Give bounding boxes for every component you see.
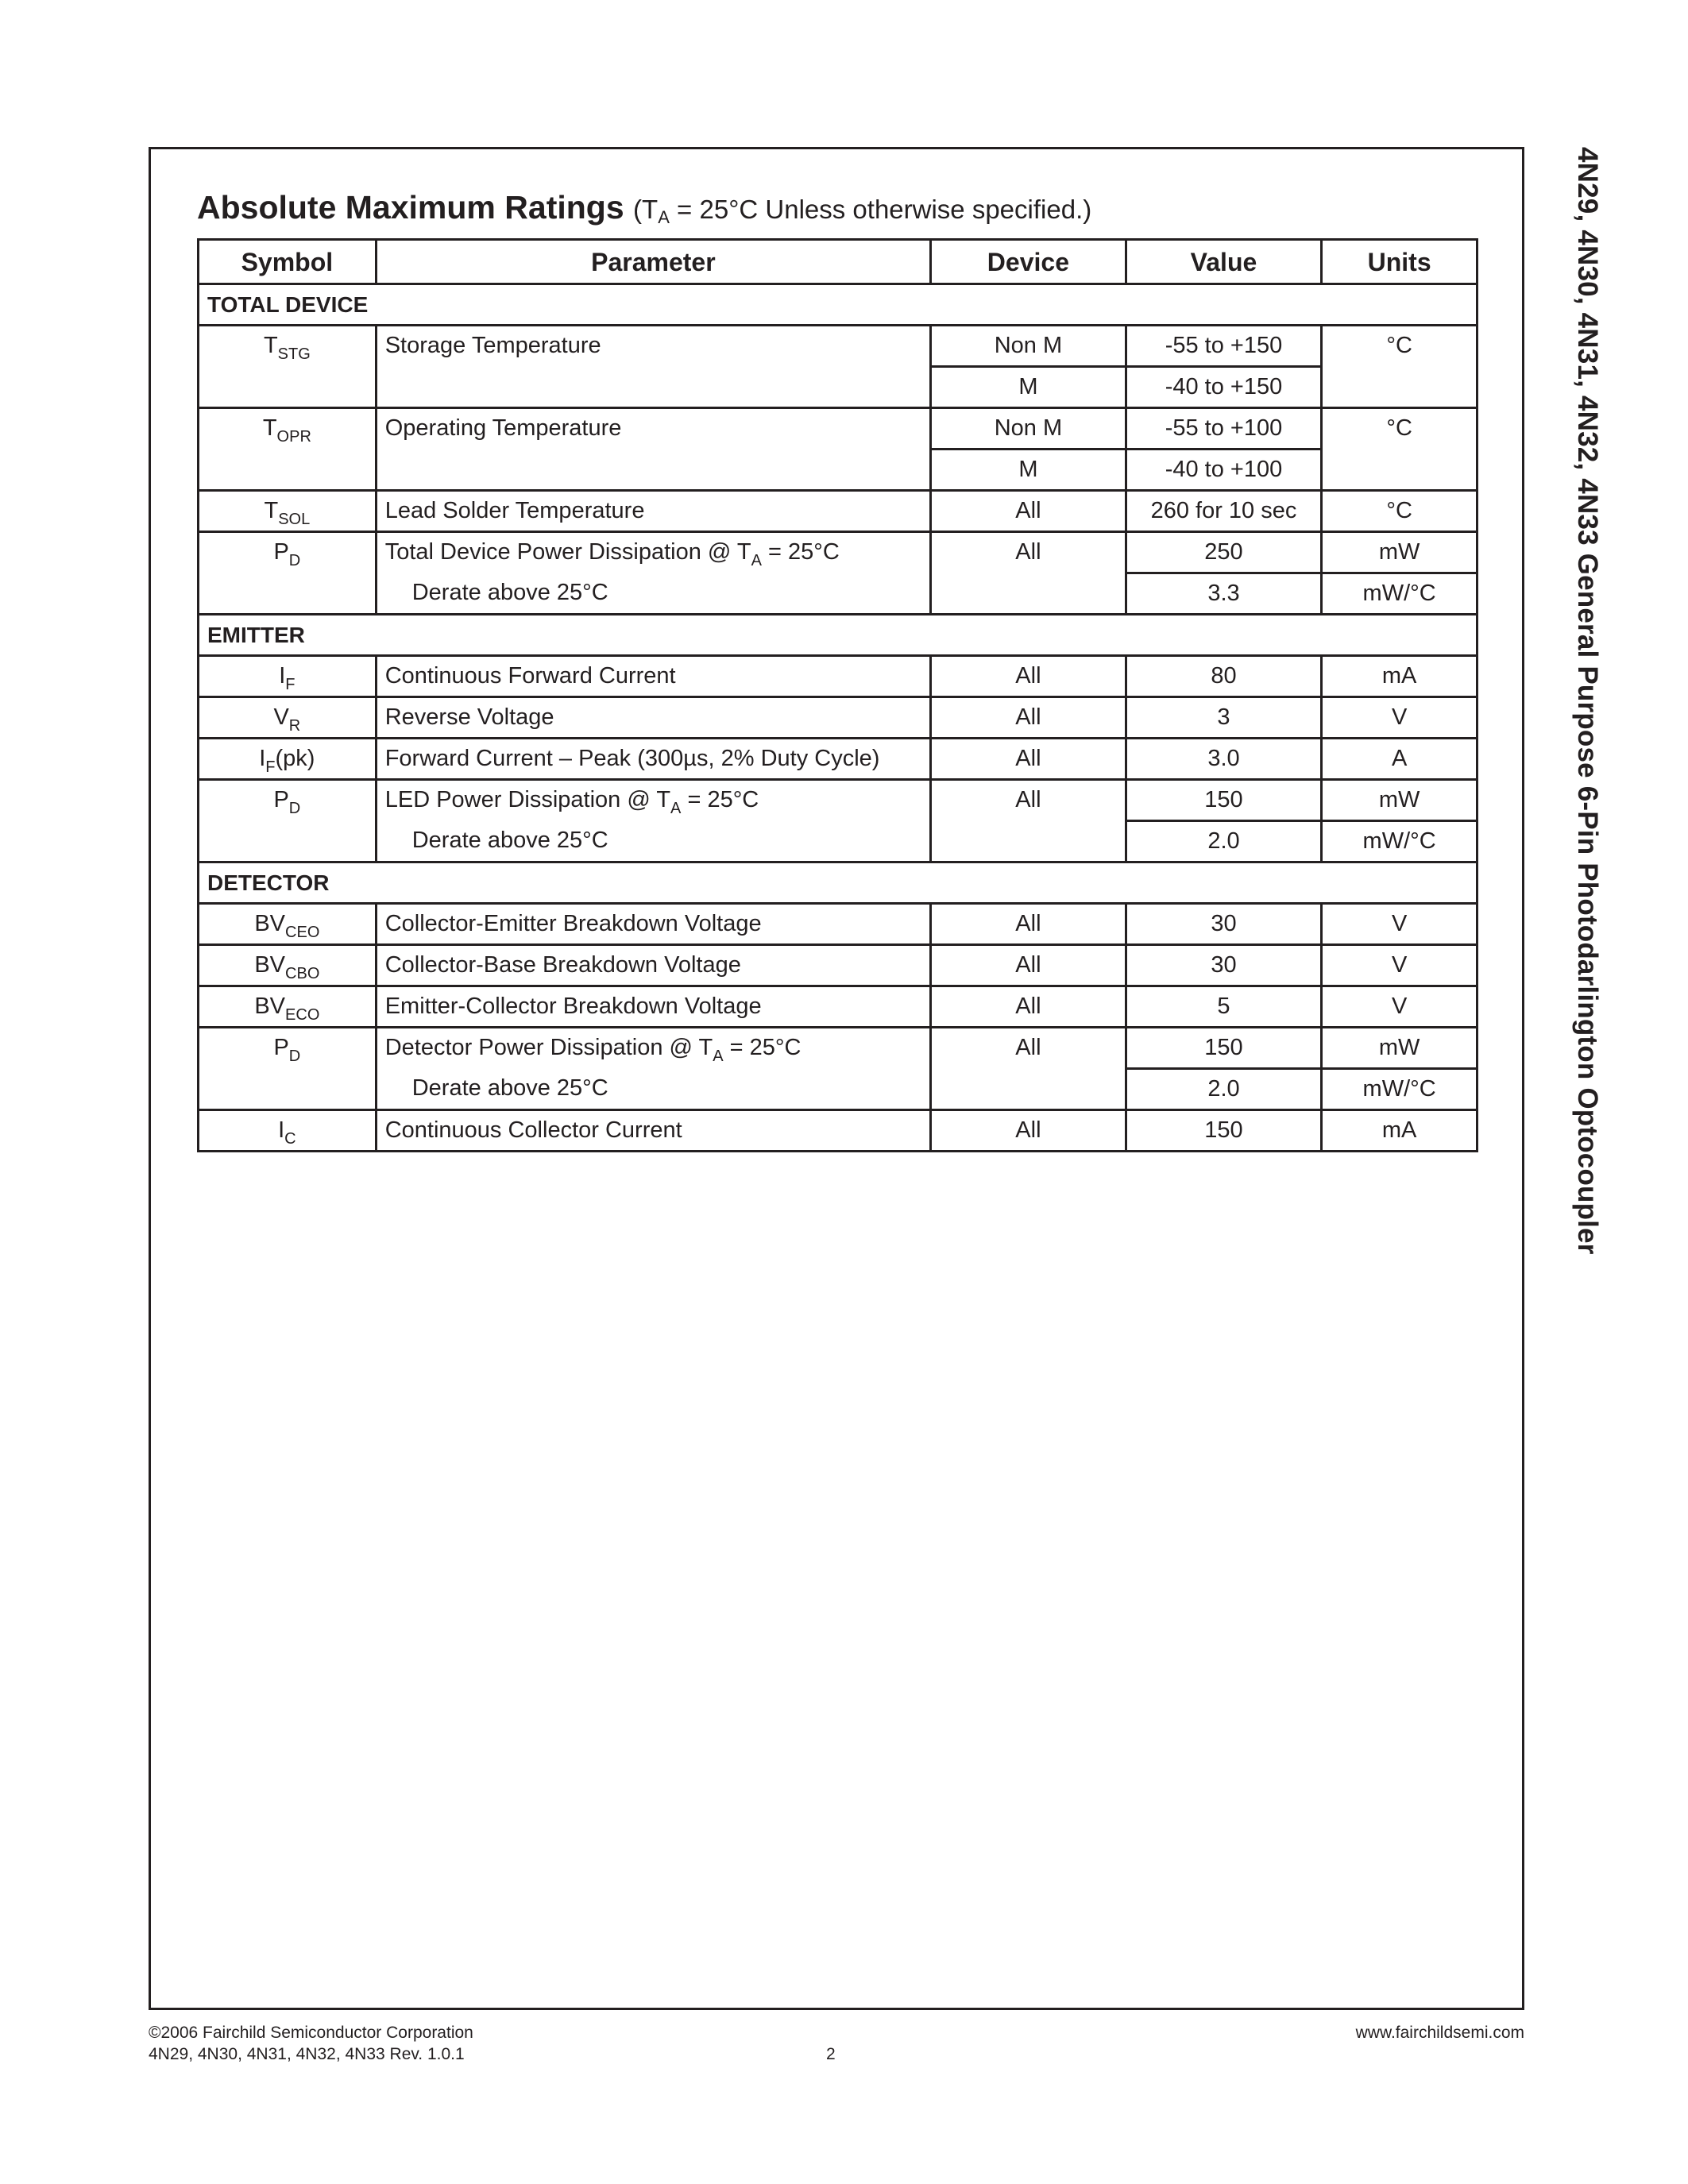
symbol-cell: $BV_{CBO}$ [199, 945, 377, 986]
symbol-cell: $I_F(pk)$ [199, 739, 377, 780]
value-cell: 30 [1126, 945, 1322, 986]
section-row [199, 615, 1477, 656]
value-cell: 30 [1126, 904, 1322, 945]
value-cell: 3.0 [1126, 739, 1322, 780]
footer-left [149, 2022, 473, 2065]
col-header-symbol: Symbol [199, 240, 377, 284]
col-header-device: Device [931, 240, 1126, 284]
units-cell: mA [1322, 656, 1477, 697]
parameter-cell: Derate above 25°C [376, 573, 930, 615]
device-cell: All [931, 780, 1126, 862]
table-row [199, 1069, 1477, 1110]
table-row [199, 1110, 1477, 1152]
device-cell: M [931, 367, 1126, 408]
device-cell: All [931, 1028, 1126, 1110]
footer-page-number: 2 [826, 2045, 836, 2063]
units-cell: mW/°C [1322, 1069, 1477, 1110]
parameter-cell: Derate above 25°C [376, 821, 930, 862]
units-cell: mW [1322, 1028, 1477, 1069]
table-row [199, 1028, 1477, 1069]
parameter-cell: Detector Power Dissipation @ $T_A = 25^\circ C$ [376, 1028, 930, 1069]
table-row [199, 573, 1477, 615]
parameter-cell: LED Power Dissipation @ $T_A = 25^\circ C$ [376, 780, 930, 821]
value-cell: 80 [1126, 656, 1322, 697]
value-cell: 150 [1126, 1110, 1322, 1152]
footer-copyright: ©2006 Fairchild Semiconductor Corporation [149, 2024, 473, 2042]
device-cell: All [931, 697, 1126, 739]
table-header-row [199, 240, 1477, 284]
value-cell: 150 [1126, 780, 1322, 821]
units-cell: mW/°C [1322, 821, 1477, 862]
section-row [199, 284, 1477, 326]
parameter-cell: Continuous Collector Current [376, 1110, 930, 1152]
parameter-cell: Storage Temperature [376, 326, 930, 408]
device-cell: M [931, 450, 1126, 491]
parameter-cell: Emitter-Collector Breakdown Voltage [376, 986, 930, 1028]
symbol-cell: $P_D$ [199, 780, 377, 862]
table-row [199, 780, 1477, 821]
table-row [199, 821, 1477, 862]
table-row [199, 697, 1477, 739]
value-cell: 2.0 [1126, 1069, 1322, 1110]
units-cell: °C [1322, 491, 1477, 532]
device-cell: Non M [931, 408, 1126, 450]
parameter-cell: Continuous Forward Current [376, 656, 930, 697]
section-row [199, 862, 1477, 904]
table-row [199, 326, 1477, 367]
symbol-cell: $BV_{CEO}$ [199, 904, 377, 945]
value-cell: 2.0 [1126, 821, 1322, 862]
table-row [199, 656, 1477, 697]
section-title-total-device: TOTAL DEVICE [199, 284, 1477, 326]
device-cell: All [931, 904, 1126, 945]
units-cell: mW/°C [1322, 573, 1477, 615]
heading-title: Absolute Maximum Ratings [197, 189, 624, 226]
col-header-parameter: Parameter [376, 240, 930, 284]
device-cell: All [931, 945, 1126, 986]
section-heading [197, 189, 1091, 226]
symbol-cell: $T_{OPR}$ [199, 408, 377, 491]
device-cell: All [931, 1110, 1126, 1152]
table-row [199, 739, 1477, 780]
units-cell: V [1322, 986, 1477, 1028]
units-cell: V [1322, 904, 1477, 945]
parameter-cell: Operating Temperature [376, 408, 930, 491]
table-row [199, 945, 1477, 986]
table-row [199, 532, 1477, 573]
footer-website: www.fairchildsemi.com [1355, 2024, 1524, 2042]
side-title-text: 4N29, 4N30, 4N31, 4N32, 4N33 General Purpose 6-Pin Photodarlington Optocoupler [1572, 147, 1603, 1255]
parameter-cell: Forward Current – Peak (300µs, 2% Duty Cycle) [376, 739, 930, 780]
col-header-units: Units [1322, 240, 1477, 284]
side-title [1569, 147, 1605, 1449]
parameter-cell: Collector-Base Breakdown Voltage [376, 945, 930, 986]
units-cell: V [1322, 945, 1477, 986]
value-cell: 150 [1126, 1028, 1322, 1069]
ratings-table [197, 238, 1478, 1152]
device-cell: All [931, 532, 1126, 615]
parameter-cell: Reverse Voltage [376, 697, 930, 739]
value-cell: 260 for 10 sec [1126, 491, 1322, 532]
value-cell: -55 to +150 [1126, 326, 1322, 367]
symbol-cell: $I_C$ [199, 1110, 377, 1152]
units-cell: °C [1322, 326, 1477, 408]
footer-part-rev: 4N29, 4N30, 4N31, 4N32, 4N33 Rev. 1.0.1 [149, 2045, 465, 2063]
units-cell: V [1322, 697, 1477, 739]
value-cell: 250 [1126, 532, 1322, 573]
units-cell: mA [1322, 1110, 1477, 1152]
symbol-cell: $P_D$ [199, 1028, 377, 1110]
symbol-cell: $P_D$ [199, 532, 377, 615]
value-cell: 3.3 [1126, 573, 1322, 615]
table-row [199, 904, 1477, 945]
symbol-cell: $I_F$ [199, 656, 377, 697]
device-cell: All [931, 656, 1126, 697]
value-cell: 3 [1126, 697, 1322, 739]
table-row [199, 491, 1477, 532]
table-row [199, 986, 1477, 1028]
parameter-cell: Derate above 25°C [376, 1069, 930, 1110]
symbol-cell: $V_R$ [199, 697, 377, 739]
parameter-cell: Total Device Power Dissipation @ $T_A = 25^\circ C$ [376, 532, 930, 573]
device-cell: All [931, 491, 1126, 532]
col-header-value: Value [1126, 240, 1322, 284]
symbol-cell: $T_{STG}$ [199, 326, 377, 408]
symbol-cell: $T_{SOL}$ [199, 491, 377, 532]
device-cell: All [931, 739, 1126, 780]
units-cell: °C [1322, 408, 1477, 491]
parameter-cell: Lead Solder Temperature [376, 491, 930, 532]
symbol-cell: $BV_{ECO}$ [199, 986, 377, 1028]
value-cell: -55 to +100 [1126, 408, 1322, 450]
device-cell: Non M [931, 326, 1126, 367]
section-title-emitter: EMITTER [199, 615, 1477, 656]
units-cell: mW [1322, 780, 1477, 821]
units-cell: mW [1322, 532, 1477, 573]
units-cell: A [1322, 739, 1477, 780]
value-cell: -40 to +150 [1126, 367, 1322, 408]
device-cell: All [931, 986, 1126, 1028]
value-cell: -40 to +100 [1126, 450, 1322, 491]
heading-condition: ($T_A = 25^\circ C$ Unless otherwise specified.) [633, 195, 1092, 227]
section-title-detector: DETECTOR [199, 862, 1477, 904]
value-cell: 5 [1126, 986, 1322, 1028]
table-row [199, 408, 1477, 450]
parameter-cell: Collector-Emitter Breakdown Voltage [376, 904, 930, 945]
